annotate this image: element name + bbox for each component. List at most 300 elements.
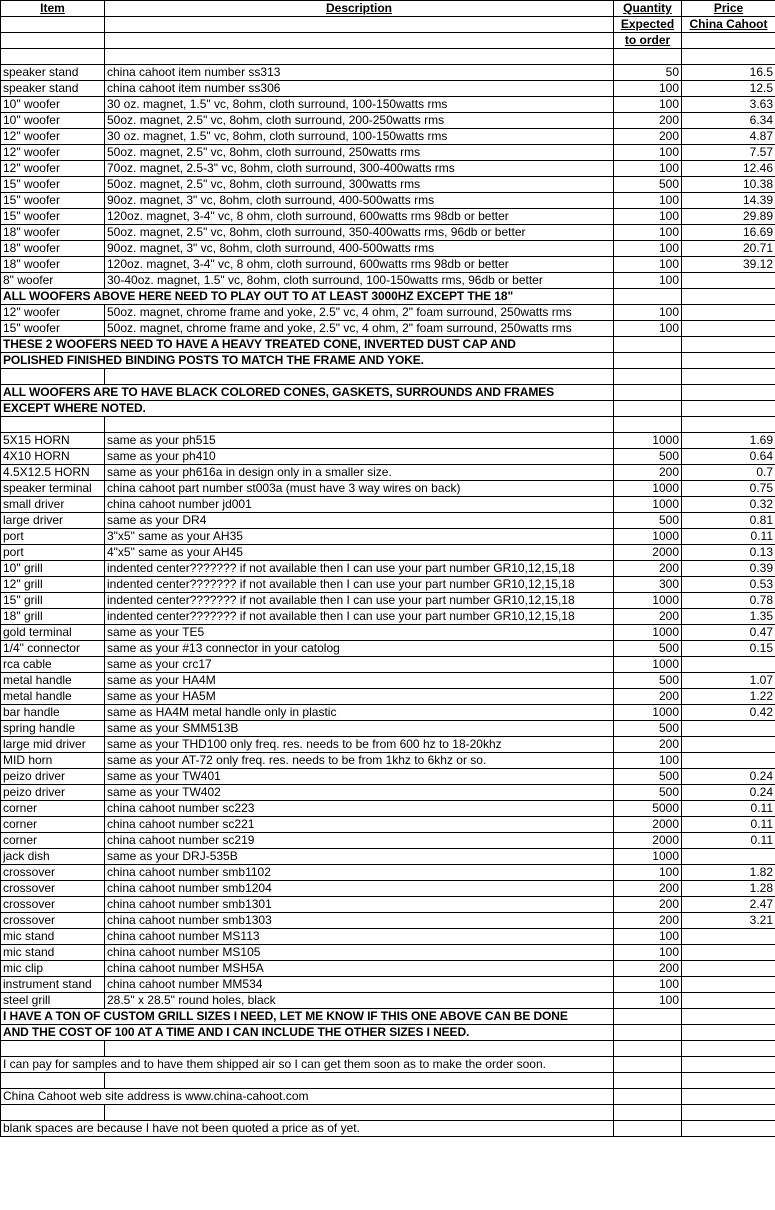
cell-quantity: 1000: [614, 625, 682, 641]
cell-quantity: 200: [614, 737, 682, 753]
cell-quantity: 200: [614, 881, 682, 897]
cell-item: 8" woofer: [1, 273, 105, 289]
cell-item: MID horn: [1, 753, 105, 769]
header-spacer-price-2: [682, 33, 775, 49]
cell-price: 0.32: [682, 497, 775, 513]
cell-item: 15" grill: [1, 593, 105, 609]
table-row: [1, 241, 775, 257]
cell-price: 10.38: [682, 177, 775, 193]
cell-description: china cahoot number MS105: [105, 945, 614, 961]
header-row-3: [1, 33, 775, 49]
cell-description: china cahoot number sc223: [105, 801, 614, 817]
cell-price: 0.47: [682, 625, 775, 641]
cell-price: 1.22: [682, 689, 775, 705]
cell-item: small driver: [1, 497, 105, 513]
table-row: [1, 337, 775, 353]
table-row: [1, 1057, 775, 1073]
table-row: [1, 897, 775, 913]
cell-note-text: ALL WOOFERS ARE TO HAVE BLACK COLORED CONES, GASKETS, SURROUNDS AND FRAMES: [1, 385, 614, 401]
cell-quantity: 100: [614, 321, 682, 337]
cell-note-text: POLISHED FINISHED BINDING POSTS TO MATCH THE FRAME AND YOKE.: [1, 353, 614, 369]
cell-price: 1.28: [682, 881, 775, 897]
cell-description: china cahoot number smb1301: [105, 897, 614, 913]
cell-description: same as your ph515: [105, 433, 614, 449]
cell-quantity: 500: [614, 721, 682, 737]
cell-price: 2.47: [682, 897, 775, 913]
cell-item: 12" woofer: [1, 305, 105, 321]
cell-description: same as your TW402: [105, 785, 614, 801]
header-spacer-description-2: [105, 33, 614, 49]
cell-quantity: 500: [614, 513, 682, 529]
table-body: [1, 1, 775, 1137]
cell-item: mic stand: [1, 945, 105, 961]
cell-item: metal handle: [1, 673, 105, 689]
cell-quantity: [614, 1057, 682, 1073]
table-row: [1, 257, 775, 273]
cell-description: 120oz. magnet, 3-4" vc, 8 ohm, cloth surround, 600watts rms 98db or better: [105, 209, 614, 225]
cell-quantity: 100: [614, 945, 682, 961]
table-row: [1, 417, 775, 433]
cell-quantity: [614, 337, 682, 353]
cell-quantity: 100: [614, 225, 682, 241]
table-row: [1, 193, 775, 209]
table-row: [1, 1009, 775, 1025]
table-row: [1, 737, 775, 753]
table-row: [1, 369, 775, 385]
cell-quantity: 2000: [614, 833, 682, 849]
cell-price: [682, 417, 775, 433]
cell-item: jack dish: [1, 849, 105, 865]
cell-item: spring handle: [1, 721, 105, 737]
cell-item: 12" woofer: [1, 161, 105, 177]
table-row: [1, 625, 775, 641]
cell-item: 4X10 HORN: [1, 449, 105, 465]
cell-item: 10" woofer: [1, 113, 105, 129]
table-row: [1, 49, 775, 65]
cell-quantity: 500: [614, 769, 682, 785]
cell-quantity: 2000: [614, 545, 682, 561]
cell-description: same as your crc17: [105, 657, 614, 673]
column-header-item: Item: [1, 1, 105, 17]
cell-description: china cahoot number MS113: [105, 929, 614, 945]
cell-price: [682, 1041, 775, 1057]
cell-price: 1.82: [682, 865, 775, 881]
header-spacer-description: [105, 17, 614, 33]
cell-price: [682, 737, 775, 753]
cell-price: [682, 1121, 775, 1137]
cell-quantity: 500: [614, 673, 682, 689]
cell-description: same as your #13 connector in your catolog: [105, 641, 614, 657]
table-row: [1, 673, 775, 689]
cell-quantity: [614, 369, 682, 385]
cell-quantity: 1000: [614, 497, 682, 513]
cell-quantity: 50: [614, 65, 682, 81]
cell-quantity: [614, 289, 682, 305]
cell-description: china cahoot number jd001: [105, 497, 614, 513]
cell-description: 120oz. magnet, 3-4" vc, 8 ohm, cloth surround, 600watts rms 98db or better: [105, 257, 614, 273]
cell-description: china cahoot part number st003a (must have 3 way wires on back): [105, 481, 614, 497]
cell-price: 1.35: [682, 609, 775, 625]
header-row-1: [1, 1, 775, 17]
cell-item: crossover: [1, 865, 105, 881]
cell-description: same as your THD100 only freq. res. needs to be from 600 hz to 18-20khz: [105, 737, 614, 753]
cell-quantity: [614, 417, 682, 433]
cell-quantity: 100: [614, 753, 682, 769]
cell-description: china cahoot number sc221: [105, 817, 614, 833]
cell-item: 10" woofer: [1, 97, 105, 113]
cell-description: [105, 49, 614, 65]
cell-price: 12.46: [682, 161, 775, 177]
cell-quantity: [614, 1121, 682, 1137]
cell-description: 90oz. magnet, 3" vc, 8ohm, cloth surround, 400-500watts rms: [105, 193, 614, 209]
header-row-2: [1, 17, 775, 33]
table-row: [1, 1041, 775, 1057]
cell-price: [682, 369, 775, 385]
table-row: [1, 465, 775, 481]
cell-description: [105, 1105, 614, 1121]
cell-item: port: [1, 545, 105, 561]
header-spacer-item-2: [1, 33, 105, 49]
cell-item: 5X15 HORN: [1, 433, 105, 449]
table-row: [1, 753, 775, 769]
cell-item: large mid driver: [1, 737, 105, 753]
cell-quantity: 1000: [614, 593, 682, 609]
cell-price: 16.69: [682, 225, 775, 241]
cell-price: 0.13: [682, 545, 775, 561]
cell-description: 50oz. magnet, 2.5" vc, 8ohm, cloth surround, 300watts rms: [105, 177, 614, 193]
cell-item: 18" woofer: [1, 225, 105, 241]
cell-item: crossover: [1, 881, 105, 897]
cell-item: rca cable: [1, 657, 105, 673]
cell-price: 7.57: [682, 145, 775, 161]
table-row: [1, 273, 775, 289]
table-row: [1, 577, 775, 593]
cell-price: 16.5: [682, 65, 775, 81]
table-row: [1, 481, 775, 497]
cell-description: 30-40oz. magnet, 1.5" vc, 8ohm, cloth surround, 100-150watts rms, 96db or better: [105, 273, 614, 289]
cell-price: 0.15: [682, 641, 775, 657]
table-row: [1, 801, 775, 817]
cell-description: [105, 369, 614, 385]
cell-description: 30 oz. magnet, 1.5" vc, 8ohm, cloth surround, 100-150watts rms: [105, 97, 614, 113]
cell-quantity: 100: [614, 241, 682, 257]
table-row: [1, 65, 775, 81]
cell-quantity: 1000: [614, 481, 682, 497]
table-row: [1, 833, 775, 849]
cell-item: mic stand: [1, 929, 105, 945]
table-row: [1, 177, 775, 193]
cell-item: speaker stand: [1, 65, 105, 81]
cell-quantity: 100: [614, 257, 682, 273]
table-row: [1, 209, 775, 225]
cell-price: [682, 1105, 775, 1121]
cell-price: [682, 1073, 775, 1089]
cell-item: [1, 369, 105, 385]
cell-note-text: EXCEPT WHERE NOTED.: [1, 401, 614, 417]
table-row: [1, 385, 775, 401]
cell-price: 0.24: [682, 769, 775, 785]
cell-item: 18" woofer: [1, 241, 105, 257]
cell-item: corner: [1, 833, 105, 849]
cell-quantity: [614, 385, 682, 401]
table-row: [1, 433, 775, 449]
cell-description: 70oz. magnet, 2.5-3" vc, 8ohm, cloth surround, 300-400watts rms: [105, 161, 614, 177]
cell-item: 18" woofer: [1, 257, 105, 273]
cell-description: same as your DR4: [105, 513, 614, 529]
cell-quantity: 1000: [614, 849, 682, 865]
table-row: [1, 321, 775, 337]
cell-description: [105, 1073, 614, 1089]
table-row: [1, 593, 775, 609]
cell-price: [682, 657, 775, 673]
cell-item: peizo driver: [1, 769, 105, 785]
cell-price: [682, 385, 775, 401]
cell-note-text: I HAVE A TON OF CUSTOM GRILL SIZES I NEED, LET ME KNOW IF THIS ONE ABOVE CAN BE DONE: [1, 1009, 614, 1025]
table-row: [1, 689, 775, 705]
cell-price: 1.07: [682, 673, 775, 689]
table-row: [1, 881, 775, 897]
table-row: [1, 785, 775, 801]
table-row: [1, 161, 775, 177]
cell-item: metal handle: [1, 689, 105, 705]
table-row: [1, 129, 775, 145]
cell-item: speaker stand: [1, 81, 105, 97]
column-header-description: Description: [105, 1, 614, 17]
table-row: [1, 113, 775, 129]
cell-item: large driver: [1, 513, 105, 529]
table-row: [1, 865, 775, 881]
cell-description: indented center??????? if not available then I can use your part number GR10,12,15,18: [105, 593, 614, 609]
cell-price: [682, 753, 775, 769]
cell-description: indented center??????? if not available then I can use your part number GR10,12,15,18: [105, 609, 614, 625]
table-row: [1, 1073, 775, 1089]
cell-quantity: 200: [614, 129, 682, 145]
cell-price: 0.81: [682, 513, 775, 529]
cell-quantity: 200: [614, 961, 682, 977]
table-row: [1, 609, 775, 625]
cell-quantity: 100: [614, 193, 682, 209]
cell-price: 0.11: [682, 529, 775, 545]
cell-quantity: [614, 1089, 682, 1105]
table-row: [1, 849, 775, 865]
cell-description: china cahoot number smb1204: [105, 881, 614, 897]
cell-item: 15" woofer: [1, 193, 105, 209]
column-header-quantity-line3: to order: [614, 33, 682, 49]
cell-description: 30 oz. magnet, 1.5" vc, 8ohm, cloth surround, 100-150watts rms: [105, 129, 614, 145]
table-row: [1, 977, 775, 993]
cell-quantity: 500: [614, 641, 682, 657]
cell-description: same as HA4M metal handle only in plastic: [105, 705, 614, 721]
column-header-quantity-line2: Expected: [614, 17, 682, 33]
cell-price: 29.89: [682, 209, 775, 225]
table-row: [1, 657, 775, 673]
cell-price: 0.11: [682, 817, 775, 833]
cell-item: corner: [1, 817, 105, 833]
cell-price: [682, 289, 775, 305]
cell-quantity: 1000: [614, 529, 682, 545]
cell-description: 4"x5" same as your AH45: [105, 545, 614, 561]
column-header-price: Price: [682, 1, 775, 17]
cell-price: [682, 1009, 775, 1025]
cell-item: mic clip: [1, 961, 105, 977]
cell-quantity: [614, 401, 682, 417]
cell-price: 4.87: [682, 129, 775, 145]
cell-description: [105, 417, 614, 433]
cell-description: china cahoot number MSH5A: [105, 961, 614, 977]
cell-price: 20.71: [682, 241, 775, 257]
cell-item: bar handle: [1, 705, 105, 721]
table-row: [1, 545, 775, 561]
cell-quantity: 100: [614, 305, 682, 321]
cell-quantity: [614, 353, 682, 369]
table-row: [1, 289, 775, 305]
cell-price: 0.42: [682, 705, 775, 721]
cell-item: 4.5X12.5 HORN: [1, 465, 105, 481]
cell-description: 50oz. magnet, chrome frame and yoke, 2.5" vc, 4 ohm, 2" foam surround, 250watts rms: [105, 321, 614, 337]
cell-quantity: 100: [614, 865, 682, 881]
cell-item: crossover: [1, 897, 105, 913]
table-row: [1, 769, 775, 785]
header-spacer-item: [1, 17, 105, 33]
cell-quantity: 500: [614, 449, 682, 465]
cell-price: [682, 49, 775, 65]
cell-description: same as your ph410: [105, 449, 614, 465]
cell-description: 28.5" x 28.5" round holes, black: [105, 993, 614, 1009]
cell-quantity: [614, 49, 682, 65]
table-row: [1, 225, 775, 241]
cell-item: [1, 1105, 105, 1121]
cell-price: 3.63: [682, 97, 775, 113]
cell-price: 6.34: [682, 113, 775, 129]
cell-description: same as your TW401: [105, 769, 614, 785]
cell-price: 0.53: [682, 577, 775, 593]
cell-item: 15" woofer: [1, 177, 105, 193]
cell-description: 50oz. magnet, chrome frame and yoke, 2.5" vc, 4 ohm, 2" foam surround, 250watts rms: [105, 305, 614, 321]
cell-description: same as your AT-72 only freq. res. needs to be from 1khz to 6khz or so.: [105, 753, 614, 769]
cell-price: [682, 401, 775, 417]
cell-quantity: 1000: [614, 433, 682, 449]
cell-item: [1, 49, 105, 65]
table-row: [1, 561, 775, 577]
table-row: [1, 945, 775, 961]
table-row: [1, 353, 775, 369]
cell-item: corner: [1, 801, 105, 817]
cell-description: same as your HA5M: [105, 689, 614, 705]
cell-quantity: [614, 1073, 682, 1089]
cell-price: 0.24: [682, 785, 775, 801]
cell-price: [682, 929, 775, 945]
cell-price: [682, 945, 775, 961]
table-row: [1, 401, 775, 417]
cell-quantity: 500: [614, 785, 682, 801]
cell-quantity: 1000: [614, 657, 682, 673]
table-row: [1, 513, 775, 529]
cell-item: 1/4" connector: [1, 641, 105, 657]
table-row: [1, 641, 775, 657]
cell-item: 15" woofer: [1, 321, 105, 337]
cell-price: [682, 273, 775, 289]
cell-item: [1, 1073, 105, 1089]
table-row: [1, 1025, 775, 1041]
table-row: [1, 449, 775, 465]
table-row: [1, 993, 775, 1009]
cell-description: 50oz. magnet, 2.5" vc, 8ohm, cloth surround, 200-250watts rms: [105, 113, 614, 129]
cell-quantity: 200: [614, 609, 682, 625]
table-row: [1, 1121, 775, 1137]
column-header-price-line2: China Cahoot: [682, 17, 775, 33]
table-row: [1, 1105, 775, 1121]
table-row: [1, 529, 775, 545]
cell-price: 12.5: [682, 81, 775, 97]
cell-quantity: 100: [614, 145, 682, 161]
table-row: [1, 1089, 775, 1105]
cell-price: 0.78: [682, 593, 775, 609]
cell-price: 0.7: [682, 465, 775, 481]
cell-item: [1, 417, 105, 433]
cell-quantity: 200: [614, 465, 682, 481]
cell-quantity: 100: [614, 81, 682, 97]
column-header-quantity: Quantity: [614, 1, 682, 17]
cell-item: 10" grill: [1, 561, 105, 577]
cell-description: 90oz. magnet, 3" vc, 8ohm, cloth surround, 400-500watts rms: [105, 241, 614, 257]
cell-price: 39.12: [682, 257, 775, 273]
cell-quantity: [614, 1009, 682, 1025]
cell-quantity: 2000: [614, 817, 682, 833]
cell-price: 1.69: [682, 433, 775, 449]
table-row: [1, 305, 775, 321]
cell-quantity: 100: [614, 97, 682, 113]
table-row: [1, 721, 775, 737]
table-row: [1, 145, 775, 161]
cell-quantity: [614, 1041, 682, 1057]
cell-price: [682, 993, 775, 1009]
cell-quantity: 100: [614, 993, 682, 1009]
table-row: [1, 81, 775, 97]
cell-item: [1, 1041, 105, 1057]
cell-price: 0.39: [682, 561, 775, 577]
cell-note-text: China Cahoot web site address is www.china-cahoot.com: [1, 1089, 614, 1105]
cell-description: same as your ph616a in design only in a smaller size.: [105, 465, 614, 481]
cell-quantity: 100: [614, 209, 682, 225]
cell-price: [682, 961, 775, 977]
cell-item: 12" grill: [1, 577, 105, 593]
table-row: [1, 97, 775, 113]
table-row: [1, 929, 775, 945]
table-row: [1, 497, 775, 513]
cell-note-text: blank spaces are because I have not been quoted a price as of yet.: [1, 1121, 614, 1137]
cell-quantity: 100: [614, 273, 682, 289]
cell-price: 0.11: [682, 833, 775, 849]
table-row: [1, 961, 775, 977]
cell-description: 50oz. magnet, 2.5" vc, 8ohm, cloth surround, 250watts rms: [105, 145, 614, 161]
table-row: [1, 913, 775, 929]
cell-description: china cahoot item number ss313: [105, 65, 614, 81]
cell-quantity: 100: [614, 929, 682, 945]
table-row: [1, 817, 775, 833]
cell-quantity: 200: [614, 689, 682, 705]
cell-quantity: 5000: [614, 801, 682, 817]
cell-description: china cahoot number sc219: [105, 833, 614, 849]
cell-item: peizo driver: [1, 785, 105, 801]
cell-description: china cahoot number MM534: [105, 977, 614, 993]
cell-price: [682, 337, 775, 353]
cell-price: 0.11: [682, 801, 775, 817]
cell-quantity: 200: [614, 561, 682, 577]
cell-quantity: 200: [614, 897, 682, 913]
cell-quantity: [614, 1105, 682, 1121]
cell-item: steel grill: [1, 993, 105, 1009]
cell-note-text: THESE 2 WOOFERS NEED TO HAVE A HEAVY TREATED CONE, INVERTED DUST CAP AND: [1, 337, 614, 353]
